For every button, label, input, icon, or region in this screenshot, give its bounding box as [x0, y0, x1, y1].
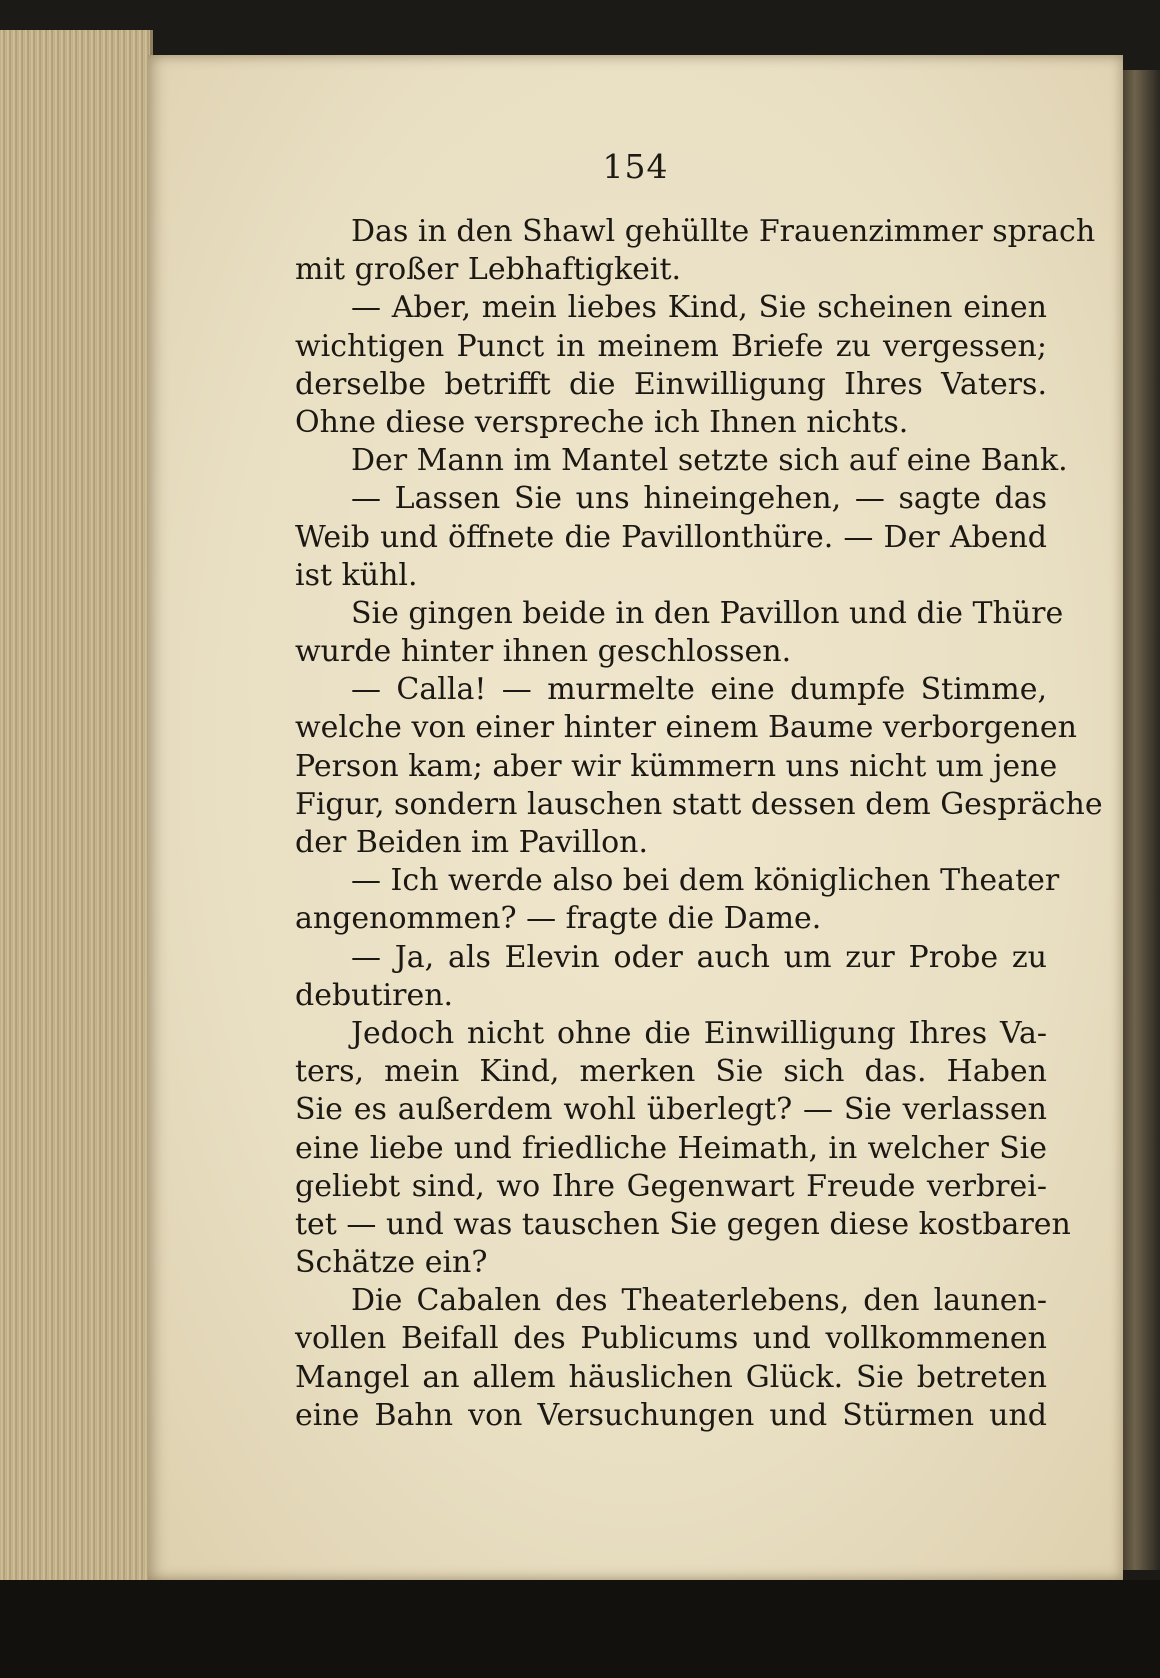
text-line: mit großer Lebhaftigkeit.: [295, 252, 682, 288]
text-line: Figur, sondern lauschen statt dessen dem Gespräche: [295, 786, 1103, 822]
text-line: — Ich werde also bei dem königlichen Theater: [351, 863, 1060, 899]
facing-page-edge: [1118, 70, 1160, 1570]
book-page-edges: [0, 30, 153, 1580]
scan-background: [0, 1580, 1160, 1678]
text-line: — Ja, als Elevin oder auch um zur Probe zu: [351, 939, 1047, 975]
text-line: geliebt sind, wo Ihre Gegenwart Freude verbrei-: [295, 1168, 1047, 1204]
text-line: ist kühl.: [295, 557, 418, 593]
text-line: derselbe betrifft die Einwilligung Ihres Vaters.: [295, 366, 1047, 402]
text-line: welche von einer hinter einem Baume verborgenen: [295, 710, 1077, 746]
text-line: Mangel an allem häuslichen Glück. Sie betreten: [295, 1359, 1047, 1395]
text-line: Ohne diese verspreche ich Ihnen nichts.: [295, 404, 909, 440]
text-line: debutiren.: [295, 977, 454, 1013]
text-line: ters, mein Kind, merken Sie sich das. Haben: [295, 1054, 1047, 1090]
text-line: Sie es außerdem wohl überlegt? — Sie verlassen: [295, 1092, 1047, 1128]
text-line: der Beiden im Pavillon.: [295, 825, 648, 860]
text-line: Weib und öffnete die Pavillonthüre. — Der Abend: [295, 519, 1047, 555]
text-line: tet — und was tauschen Sie gegen diese kostbaren: [295, 1206, 1071, 1242]
text-line: eine liebe und friedliche Heimath, in welcher Sie: [295, 1130, 1047, 1166]
text-line: vollen Beifall des Publicums und vollkommenen: [295, 1321, 1047, 1357]
text-line: Das in den Shawl gehüllte Frauenzimmer sprach: [351, 214, 1096, 249]
text-line: Jedoch nicht ohne die Einwilligung Ihres Va-: [351, 1015, 1047, 1051]
text-line: Der Mann im Mantel setzte sich auf eine Bank.: [351, 443, 1068, 479]
text-line: wichtigen Punct in meinem Briefe zu vergessen;: [295, 328, 1047, 364]
text-line: — Lassen Sie uns hineingehen, — sagte das: [351, 481, 1047, 517]
text-line: wurde hinter ihnen geschlossen.: [295, 634, 792, 670]
text-line: Sie gingen beide in den Pavillon und die Thüre: [351, 595, 1064, 631]
book-page: [148, 55, 1123, 1580]
text-line: eine Bahn von Versuchungen und Stürmen und: [295, 1397, 1047, 1433]
text-line: angenommen? — fragte die Dame.: [295, 901, 822, 937]
text-line: Die Cabalen des Theaterlebens, den launen-: [351, 1283, 1047, 1319]
text-line: — Aber, mein liebes Kind, Sie scheinen einen: [351, 290, 1047, 326]
text-line: Person kam; aber wir kümmern uns nicht um jene: [295, 748, 1058, 784]
page-number: 154: [602, 147, 669, 186]
text-line: — Calla! — murmelte eine dumpfe Stimme,: [351, 672, 1047, 708]
text-line: Schätze ein?: [295, 1245, 488, 1281]
body-text: [295, 213, 1103, 1435]
